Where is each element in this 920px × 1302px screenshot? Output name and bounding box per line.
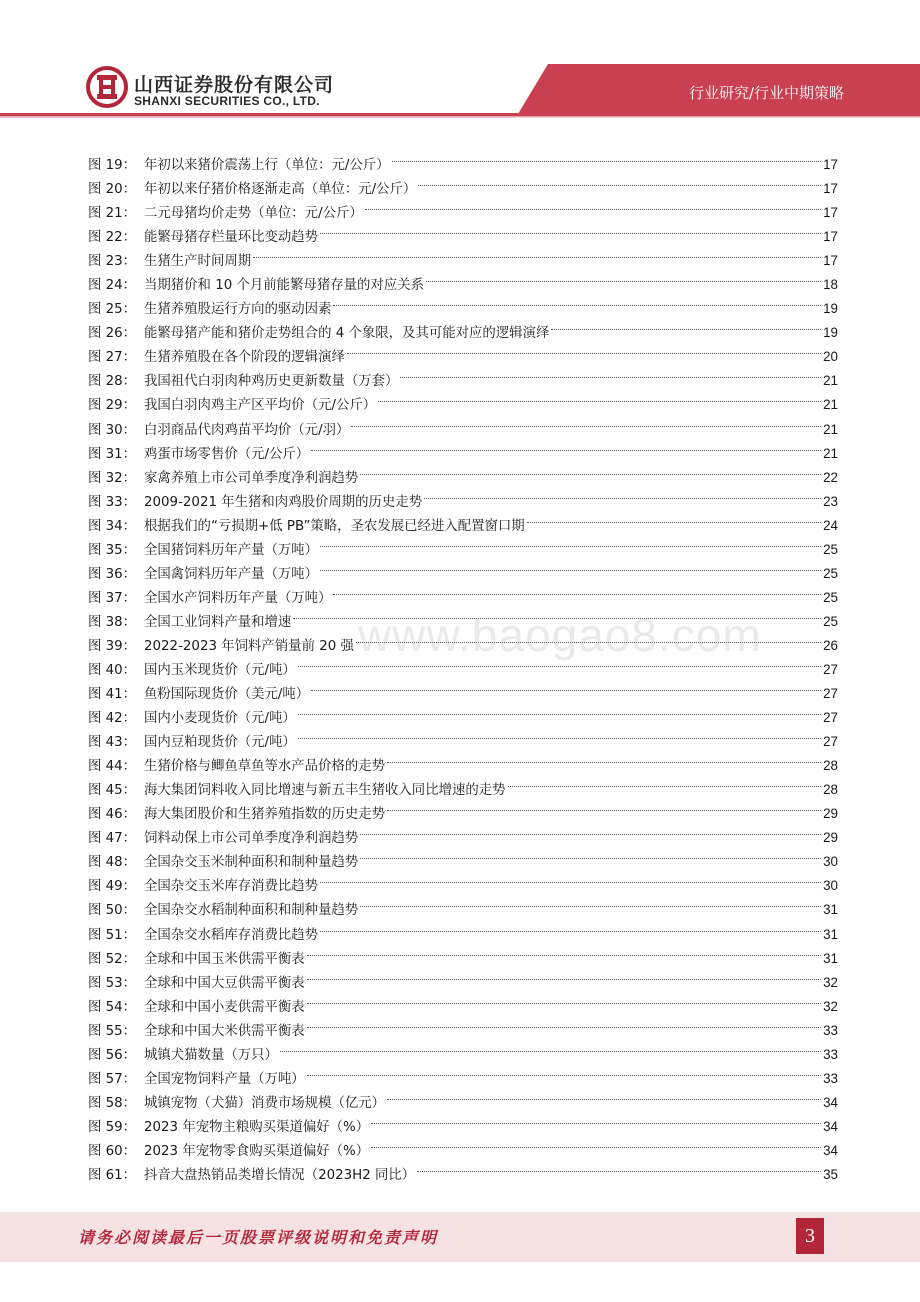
dot-leader: [298, 650, 821, 674]
figure-number: 图 47：: [88, 831, 137, 847]
dot-leader: [360, 842, 821, 866]
figure-page-number: 31: [823, 926, 838, 942]
figure-page-number: 27: [823, 710, 838, 726]
figure-number: 图 49：: [88, 879, 137, 895]
figure-number: 图 20：: [88, 182, 137, 198]
figure-number: 图 27：: [88, 350, 137, 366]
dot-leader: [371, 1107, 821, 1131]
figure-number: 图 58：: [88, 1095, 137, 1111]
figure-number: 图 24：: [88, 278, 137, 294]
figure-page-number: 35: [823, 1166, 838, 1182]
dot-leader: [347, 337, 821, 361]
dot-leader: [360, 818, 821, 842]
company-logo-icon: [86, 66, 128, 108]
figure-page-number: 22: [823, 469, 838, 485]
figure-title: 家禽养殖上市公司单季度净利润趋势: [144, 470, 359, 486]
figure-number: 图 38：: [88, 614, 137, 630]
dot-leader: [426, 265, 821, 289]
figure-number: 图 25：: [88, 302, 137, 318]
dot-leader: [418, 169, 821, 193]
dot-leader: [392, 145, 822, 169]
figure-title: 城镇犬猫数量（万只）: [144, 1047, 278, 1063]
figure-number: 图 59：: [88, 1119, 137, 1135]
figure-number: 图 23：: [88, 254, 137, 270]
figure-page-number: 17: [823, 157, 838, 172]
figure-title: 生猪养殖股在各个阶段的逻辑演绎: [144, 350, 345, 366]
figure-page-number: 27: [823, 686, 838, 702]
figure-page-number: 33: [823, 1070, 838, 1086]
dot-leader: [387, 794, 821, 818]
dot-leader: [378, 385, 821, 409]
dot-leader: [333, 289, 821, 313]
dot-leader: [551, 313, 821, 337]
figure-number: 图 36：: [88, 566, 137, 582]
figure-title: 2022-2023 年饲料产销量前 20 强: [144, 638, 354, 654]
figure-page-number: 17: [823, 181, 838, 197]
figure-title: 生猪养殖股运行方向的驱动因素: [144, 302, 332, 318]
figure-number: 图 42：: [88, 711, 137, 727]
figure-page-number: 17: [823, 205, 838, 221]
figure-page-number: 33: [823, 1022, 838, 1038]
figure-page-number: 17: [823, 229, 838, 245]
figure-title: 当期猪价和 10 个月前能繁母猪存量的对应关系: [144, 278, 424, 294]
figure-page-number: 17: [823, 253, 838, 269]
figure-page-number: 21: [823, 397, 838, 413]
figure-page-number: 25: [823, 589, 838, 605]
figure-page-number: 34: [823, 1118, 838, 1134]
figure-page-number: 19: [823, 301, 838, 317]
figure-title: 根据我们的“亏损期+低 PB”策略，圣农发展已经进入配置窗口期: [144, 518, 525, 534]
figure-title: 我国白羽肉鸡主产区平均价（元/公斤）: [144, 398, 377, 414]
figure-number: 图 52：: [88, 951, 137, 967]
dot-leader: [351, 410, 821, 434]
dot-leader: [508, 770, 822, 794]
figure-title: 生猪生产时间周期: [144, 254, 252, 270]
page-number: 3: [796, 1218, 824, 1254]
figure-page-number: 34: [823, 1094, 838, 1110]
figure-title: 年初以来猪价震荡上行（单位：元/公斤）: [144, 158, 390, 173]
figure-title: 海大集团饲料收入同比增速与新五丰生猪收入同比增速的走势: [144, 783, 506, 799]
figure-title: 2023 年宠物零食购买渠道偏好（%）: [144, 1143, 370, 1159]
figure-title: 全国杂交玉米制种面积和制种量趋势: [144, 855, 359, 871]
figure-title: 国内豆粕现货价（元/吨）: [144, 735, 296, 751]
figure-title: 全球和中国大豆供需平衡表: [144, 975, 305, 991]
figure-number: 图 44：: [88, 759, 137, 775]
figure-title: 我国祖代白羽肉种鸡历史更新数量（万套）: [144, 374, 399, 390]
figure-page-number: 21: [823, 373, 838, 389]
company-name-en: SHANXI SECURITIES CO., LTD.: [134, 94, 320, 108]
figure-title: 全球和中国玉米供需平衡表: [144, 951, 305, 967]
dot-leader: [311, 434, 821, 458]
figure-number: 图 46：: [88, 807, 137, 823]
dot-leader: [424, 482, 821, 506]
figure-title: 全国杂交玉米库存消费比趋势: [144, 879, 319, 895]
figure-page-number: 25: [823, 565, 838, 581]
dot-leader: [333, 578, 821, 602]
figure-page-number: 20: [823, 349, 838, 365]
figure-page-number: 24: [823, 517, 838, 533]
figure-number: 图 56：: [88, 1047, 137, 1063]
figure-number: 图 28：: [88, 374, 137, 390]
figure-page-number: 25: [823, 613, 838, 629]
figure-title: 生猪价格与鲫鱼草鱼等水产品价格的走势: [144, 759, 386, 775]
figure-number: 图 41：: [88, 687, 137, 703]
company-name-cn: 山西证券股份有限公司: [134, 74, 335, 96]
dot-leader: [298, 722, 821, 746]
figure-list: [88, 145, 838, 1183]
dot-leader: [365, 193, 821, 217]
figure-page-number: 27: [823, 661, 838, 677]
figure-number: 图 31：: [88, 446, 137, 462]
figure-page-number: 32: [823, 998, 838, 1014]
figure-number: 图 26：: [88, 326, 137, 342]
dot-leader: [320, 915, 821, 939]
figure-number: 图 45：: [88, 783, 137, 799]
dot-leader: [320, 866, 821, 890]
dot-leader: [307, 1059, 821, 1083]
figure-title: 全国杂交水稻制种面积和制种量趋势: [144, 903, 359, 919]
figure-page-number: 18: [823, 277, 838, 293]
figure-number: 图 39：: [88, 638, 137, 654]
toc-entry[interactable]: [88, 145, 838, 173]
dot-leader: [360, 890, 821, 914]
figure-number: 图 53：: [88, 975, 137, 991]
figure-page-number: 23: [823, 493, 838, 509]
figure-page-number: 28: [823, 782, 838, 798]
figure-number: 图 43：: [88, 735, 137, 751]
figure-number: 图 35：: [88, 542, 137, 558]
page-header: [0, 0, 920, 122]
figure-title: 饲料动保上市公司单季度净利润趋势: [144, 831, 359, 847]
figure-title: 年初以来仔猪价格逐渐走高（单位：元/公斤）: [144, 182, 417, 198]
figure-number: 图 48：: [88, 855, 137, 871]
figure-page-number: 26: [823, 637, 838, 653]
dot-leader: [320, 530, 821, 554]
figure-title: 鸡蛋市场零售价（元/公斤）: [144, 446, 310, 462]
dot-leader: [417, 1155, 821, 1179]
figure-title: 能繁母猪存栏量环比变动趋势: [144, 230, 319, 246]
figure-number: 图 19：: [88, 158, 137, 173]
dot-leader: [293, 602, 821, 626]
figure-page-number: 31: [823, 950, 838, 966]
figure-title: 全国禽饲料历年产量（万吨）: [144, 566, 319, 582]
dot-leader: [527, 506, 821, 530]
figure-title: 全国工业饲料产量和增速: [144, 614, 292, 630]
figure-page-number: 32: [823, 974, 838, 990]
figure-title: 全球和中国大米供需平衡表: [144, 1023, 305, 1039]
figure-title: 能繁母猪产能和猪价走势组合的 4 个象限，及其可能对应的逻辑演绎: [144, 326, 550, 342]
figure-title: 全球和中国小麦供需平衡表: [144, 999, 305, 1015]
dot-leader: [307, 939, 821, 963]
figure-title: 抖音大盘热销品类增长情况（2023H2 同比）: [144, 1167, 416, 1183]
figure-page-number: 30: [823, 878, 838, 894]
figure-page-number: 31: [823, 902, 838, 918]
figure-page-number: 30: [823, 854, 838, 870]
figure-number: 图 55：: [88, 1023, 137, 1039]
figure-number: 图 30：: [88, 422, 137, 438]
dot-leader: [320, 217, 821, 241]
dot-leader: [320, 554, 821, 578]
dot-leader: [400, 361, 821, 385]
figure-title: 全国杂交水稻库存消费比趋势: [144, 927, 319, 943]
figure-page-number: 34: [823, 1142, 838, 1158]
figure-title: 白羽商品代肉鸡苗平均价（元/羽）: [144, 422, 350, 438]
dot-leader: [356, 626, 821, 650]
figure-title: 海大集团股价和生猪养殖指数的历史走势: [144, 807, 386, 823]
figure-number: 图 22：: [88, 230, 137, 246]
figure-title: 国内小麦现货价（元/吨）: [144, 711, 296, 727]
report-category: 行业研究/行业中期策略: [688, 84, 844, 102]
figure-page-number: 29: [823, 806, 838, 822]
figure-number: 图 61：: [88, 1167, 137, 1183]
figure-number: 图 60：: [88, 1143, 137, 1159]
figure-title: 全国水产饲料历年产量（万吨）: [144, 590, 332, 606]
figure-number: 图 40：: [88, 662, 137, 678]
figure-number: 图 21：: [88, 206, 137, 222]
figure-title: 2023 年宠物主粮购买渠道偏好（%）: [144, 1119, 370, 1135]
dot-leader: [307, 987, 821, 1011]
figure-title: 二元母猪均价走势（单位：元/公斤）: [144, 206, 363, 222]
figure-number: 图 34：: [88, 518, 137, 534]
figure-number: 图 54：: [88, 999, 137, 1015]
disclaimer-notice: 请务必阅读最后一页股票评级说明和免责声明: [78, 1228, 439, 1247]
figure-number: 图 37：: [88, 590, 137, 606]
figure-number: 图 32：: [88, 470, 137, 486]
figure-page-number: 21: [823, 421, 838, 437]
figure-page-number: 33: [823, 1046, 838, 1062]
figure-page-number: 21: [823, 445, 838, 461]
figure-number: 图 57：: [88, 1071, 137, 1087]
figure-number: 图 50：: [88, 903, 137, 919]
dot-leader: [387, 746, 821, 770]
dot-leader: [253, 241, 821, 265]
figure-page-number: 29: [823, 830, 838, 846]
dot-leader: [280, 1035, 821, 1059]
dot-leader: [307, 963, 821, 987]
dot-leader: [371, 1131, 821, 1155]
figure-number: 图 33：: [88, 494, 137, 510]
figure-number: 图 51：: [88, 927, 137, 943]
dot-leader: [311, 674, 821, 698]
figure-title: 鱼粉国际现货价（美元/吨）: [144, 687, 310, 703]
dot-leader: [360, 458, 821, 482]
dot-leader: [298, 698, 821, 722]
figure-title: 城镇宠物（犬猫）消费市场规模（亿元）: [144, 1095, 386, 1111]
dot-leader: [307, 1011, 821, 1035]
page-footer: [0, 1212, 920, 1262]
figure-title: 全国猪饲料历年产量（万吨）: [144, 542, 319, 558]
figure-title: 国内玉米现货价（元/吨）: [144, 662, 296, 678]
figure-page-number: 27: [823, 734, 838, 750]
figure-title: 全国宠物饲料产量（万吨）: [144, 1071, 305, 1087]
figure-page-number: 25: [823, 541, 838, 557]
watermark: www.baogao8.com: [358, 609, 762, 661]
dot-leader: [387, 1083, 821, 1107]
figure-number: 图 29：: [88, 398, 137, 414]
figure-page-number: 19: [823, 325, 838, 341]
figure-title: 2009-2021 年生猪和肉鸡股价周期的历史走势: [144, 494, 423, 510]
figure-page-number: 28: [823, 758, 838, 774]
